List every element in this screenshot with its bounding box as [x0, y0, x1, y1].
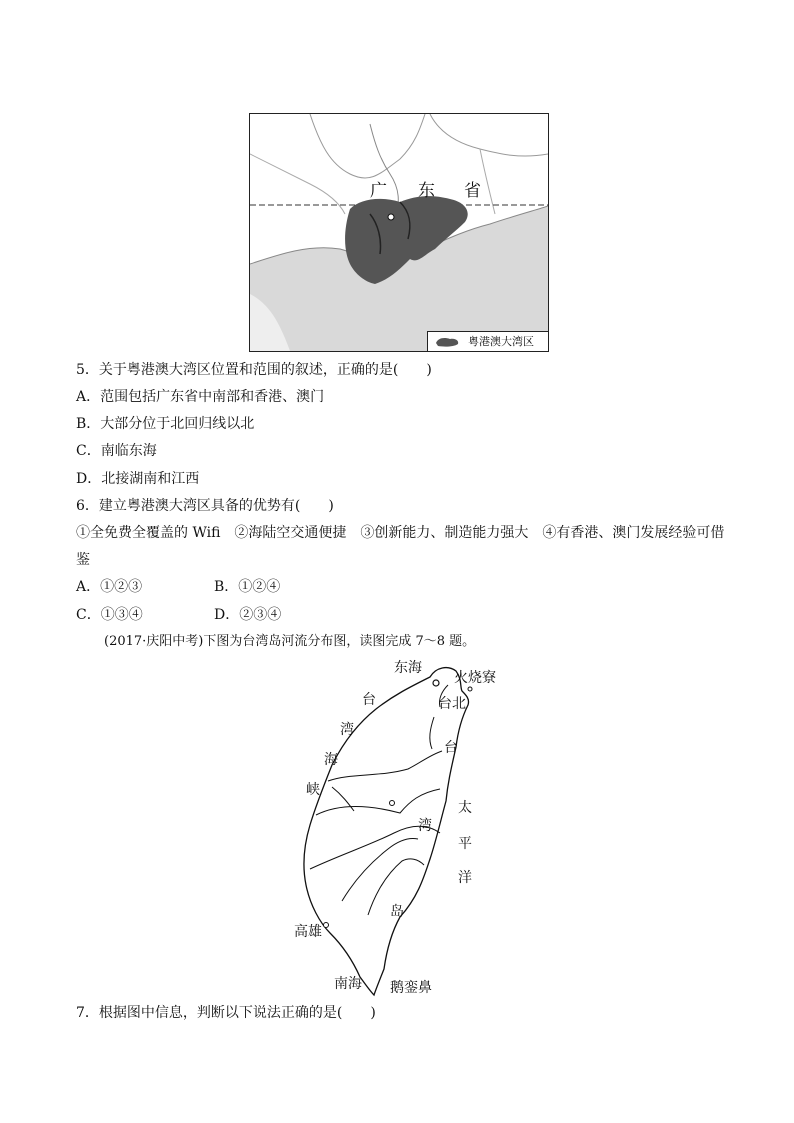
q6-option-a: A．①②③ — [76, 579, 143, 595]
label-island-2: 湾 — [418, 818, 432, 834]
label-donghai: 东海 — [394, 660, 422, 676]
label-pacific-3: 洋 — [458, 870, 472, 886]
label-pacific-1: 太 — [458, 800, 472, 816]
q7-stem: 7．根据图中信息，判断以下说法正确的是( ) — [76, 1005, 376, 1021]
label-strait-1: 台 — [362, 692, 376, 708]
label-nanhai: 南海 — [334, 976, 362, 992]
map-legend — [427, 331, 548, 351]
bay-area-map-drawing — [250, 114, 548, 351]
label-strait-3: 海 — [324, 752, 338, 768]
q6-option-d: D．②③④ — [214, 607, 282, 623]
label-strait-4: 峡 — [306, 782, 320, 798]
q5-option-d: D．北接湖南和江西 — [76, 471, 200, 487]
taiwan-river-map — [290, 655, 510, 1000]
label-pacific-2: 平 — [458, 836, 472, 852]
label-taibei: 台北 — [438, 696, 466, 712]
legend-swatch-icon — [434, 336, 460, 347]
label-eluanbi: 鹅銮鼻 — [390, 980, 432, 996]
q5-stem: 5．关于粤港澳大湾区位置和范围的叙述，正确的是( ) — [76, 362, 432, 378]
q6-statements-cont: 鉴 — [76, 552, 90, 568]
province-label-char-3: 省 — [464, 181, 481, 201]
q6-option-b: B．①②④ — [214, 579, 281, 595]
section-intro: (2017·庆阳中考)下图为台湾岛河流分布图，读图完成 7～8 题。 — [104, 634, 476, 649]
label-strait-2: 湾 — [340, 722, 354, 738]
legend-label: 粤港澳大湾区 — [468, 335, 534, 348]
label-island-3: 岛 — [390, 904, 404, 920]
taiwan-river-map-drawing — [290, 655, 510, 1000]
label-huoshaoliao: 火烧寮 — [454, 670, 496, 686]
province-label-char-2: 东 — [418, 181, 435, 201]
bay-area-map — [249, 113, 549, 352]
q6-option-c: C．①③④ — [76, 607, 143, 623]
label-island-1: 台 — [444, 740, 458, 756]
q5-option-c: C．南临东海 — [76, 443, 157, 459]
q5-option-b: B．大部分位于北回归线以北 — [76, 416, 255, 432]
q6-statements: ①全免费全覆盖的 Wifi ②海陆空交通便捷 ③创新能力、制造能力强大 ④有香港、澳门发展经验可借 — [76, 525, 725, 541]
province-label-char-1: 广 — [370, 181, 387, 201]
q6-stem: 6．建立粤港澳大湾区具备的优势有( ) — [76, 498, 334, 514]
q5-option-a: A．范围包括广东省中南部和香港、澳门 — [76, 389, 325, 405]
label-gaoxiong: 高雄 — [294, 924, 322, 940]
